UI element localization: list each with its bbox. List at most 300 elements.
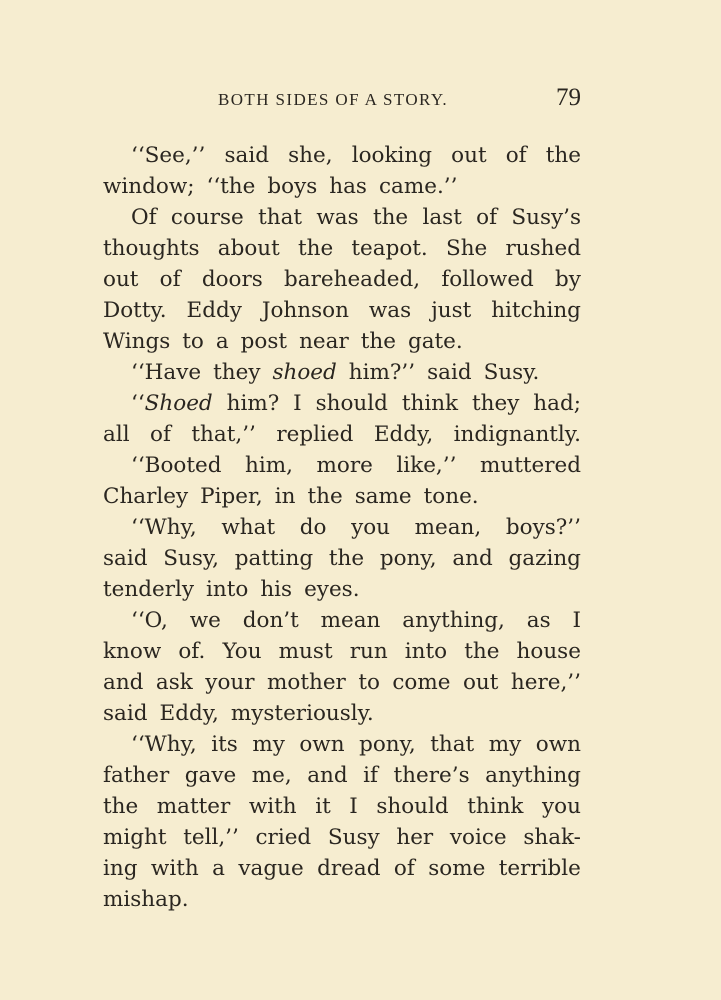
word-segment: matter [156,794,231,819]
word-segment: your [205,670,255,695]
word [299,326,349,357]
word-segment: gazing [508,546,581,571]
word-segment: eyes. [304,577,360,602]
word-segment: vague [238,856,304,881]
word [506,140,527,171]
word [328,822,380,853]
word [369,295,411,326]
word-segment: was [368,298,412,323]
word [542,791,581,822]
word-segment: Eddy [186,298,242,323]
text-line [103,295,581,326]
word [163,543,219,574]
word [307,481,342,512]
word [103,574,194,605]
word [267,171,317,202]
word [235,543,313,574]
word [103,419,130,450]
word-segment: ‘‘Why, [131,732,197,757]
word-segment: and [103,670,144,695]
word-segment: boys [267,174,318,199]
word [441,264,534,295]
word-segment: muttered [479,453,581,478]
word-segment: to [182,329,204,354]
word-segment: anything, [402,608,505,633]
word [241,326,287,357]
word-segment: voice [449,825,507,850]
word [358,667,380,698]
word [450,822,507,853]
word [484,357,540,388]
word [349,357,415,388]
word-segment: to [358,670,380,695]
word-segment: and [452,546,493,571]
word-segment: more [316,453,373,478]
word-segment: Piper, [200,484,263,509]
word [131,140,205,171]
word-segment: know [103,639,162,664]
word [131,605,168,636]
word-segment: mysteriously. [230,701,374,726]
word [206,574,248,605]
word [464,636,499,667]
word-segment: ‘‘the [206,174,256,199]
word [424,481,479,512]
word-segment: by [555,267,581,292]
word-segment: house [516,639,581,664]
word [103,481,188,512]
word-segment: do [299,515,327,540]
word [415,512,482,543]
word [499,853,581,884]
word [476,202,497,233]
word-segment: ‘‘Booted [131,453,222,478]
word-segment: of [505,143,527,168]
word [216,326,229,357]
text-line [103,357,581,388]
word [213,357,260,388]
word-segment: if [363,763,379,788]
word [157,791,231,822]
word [298,233,333,264]
word-segment: that [430,732,475,757]
word-segment: followed [441,267,534,292]
word-segment: I [349,794,358,819]
word [131,512,197,543]
word [103,233,200,264]
word-segment: ‘‘See,’’ [131,143,206,168]
word-segment: into [404,639,448,664]
word-segment: She [445,236,488,261]
word [396,450,456,481]
word [317,853,380,884]
word-segment: same [354,484,412,509]
word [300,512,327,543]
word-segment: the [328,546,365,571]
word [506,512,581,543]
word [463,667,498,698]
text-line [103,171,581,202]
word-segment: think [401,391,459,416]
word [394,853,415,884]
word-segment: you [351,515,390,540]
word-segment: Eddy, [159,701,219,726]
body-text [103,140,581,915]
text-line [103,698,581,729]
word-segment: the [464,639,500,664]
text-line [103,543,581,574]
word [485,760,581,791]
text-line [103,605,581,636]
word-segment: they [213,360,261,385]
word [509,543,581,574]
word-segment: boys?’’ [505,515,581,540]
word-segment: last [422,205,462,230]
word [299,729,344,760]
word-segment: gate. [407,329,463,354]
word [279,636,333,667]
word-segment: mother [267,670,346,695]
word-segment: Eddy, [373,422,434,447]
word [252,760,292,791]
word-segment: of. [178,639,206,664]
word-segment: pony, [379,546,437,571]
word-segment: a [212,856,225,881]
word [472,388,519,419]
word [536,729,581,760]
word-segment: of [150,422,171,447]
word-segment: I [572,608,581,633]
word-segment: out [103,267,139,292]
word-segment: just [431,298,472,323]
word [379,171,457,202]
word-segment: come [392,670,451,695]
word-segment: with [248,794,297,819]
word-segment: him, [245,453,293,478]
word [243,605,299,636]
text-line [103,419,581,450]
word [355,481,412,512]
word [316,202,358,233]
word [428,853,485,884]
word [351,512,390,543]
word [211,729,238,760]
word-segment: like,’’ [396,453,457,478]
word-segment: ask [155,670,193,695]
word [351,233,427,264]
word-segment: Susy [327,825,380,850]
word-segment: my [488,732,522,757]
word [315,791,331,822]
word [103,264,138,295]
word [260,574,292,605]
word [361,326,396,357]
word-segment: rushed [505,236,581,261]
word [276,419,353,450]
word-segment: with [150,856,199,881]
word-segment: window; [103,174,195,199]
word [267,667,346,698]
running-head [0,86,721,114]
word [467,791,523,822]
word-segment: the [103,794,139,819]
word-segment: and [307,763,348,788]
word [454,419,581,450]
word-segment: ‘‘Why, [131,515,197,540]
word [206,171,255,202]
word-segment: Susy. [483,360,540,385]
word-segment: a [215,329,229,354]
word [373,202,408,233]
word [491,295,581,326]
word-segment: Wings [103,329,171,354]
word-segment: gave [184,763,237,788]
word-segment: has [329,174,367,199]
word-segment: about [217,236,280,261]
word-segment: said [224,143,269,168]
word [160,698,219,729]
word [231,698,374,729]
word-segment: ing [103,856,138,881]
word [489,729,522,760]
word-segment: indignantly. [453,422,581,447]
word-segment: thoughts [103,236,200,261]
word [200,481,263,512]
word-segment: said [103,546,148,571]
word [131,729,197,760]
word [452,543,492,574]
word [103,171,194,202]
text-line [103,264,581,295]
word-segment: Susy, [163,546,219,571]
word-segment: the [297,236,334,261]
word [272,357,336,388]
word-segment: came.’’ [378,174,458,199]
word-segment: You [222,639,262,664]
word [222,636,261,667]
word-segment: ‘‘Have [131,360,202,385]
word [511,202,581,233]
word [288,140,332,171]
word [103,636,161,667]
word [408,326,463,357]
word-segment: tone. [423,484,479,509]
word [151,853,199,884]
word-segment: was [316,205,359,230]
word-segment: of [393,856,415,881]
word-segment: Johnson [261,298,349,323]
word [103,822,167,853]
word [185,760,236,791]
word [103,884,189,915]
word [480,450,581,481]
word [103,295,167,326]
word-segment: tell,’’ [183,825,239,850]
text-line [103,667,581,698]
word [183,822,239,853]
text-line [103,636,581,667]
word-segment: own [299,732,345,757]
word [103,667,143,698]
word-segment: its [211,732,238,757]
word-segment: near [299,329,349,354]
word-segment: doors [201,267,263,292]
word [221,512,275,543]
word-segment: some [428,856,486,881]
word [329,171,367,202]
word [202,264,263,295]
word [517,636,581,667]
word-segment: Of [131,205,157,230]
word-segment: cried [255,825,312,850]
word [523,822,581,853]
word [446,233,487,264]
word [238,853,303,884]
word-segment: the [545,143,581,168]
word [275,481,296,512]
word-segment: as [526,608,551,633]
word [555,264,581,295]
text-line [103,729,581,760]
word-segment: father [103,763,170,788]
word [103,853,138,884]
word [380,543,437,574]
text-line [103,822,581,853]
word-segment: should [315,391,388,416]
word-segment: might [103,825,167,850]
word-segment: Shoed [144,391,213,416]
word [527,605,551,636]
word [430,729,474,760]
word [178,636,205,667]
word [572,605,581,636]
word-segment: him? [226,391,280,416]
word-segment: in [274,484,296,509]
word [131,202,157,233]
text-line [103,450,581,481]
word [103,698,148,729]
word-segment: said [103,701,148,726]
word-segment: think [467,794,524,819]
word-segment: must [278,639,333,664]
text-line [103,326,581,357]
text-line [103,140,581,171]
word-segment: his [260,577,293,602]
text-line [103,791,581,822]
word-segment: me, [251,763,292,788]
word [533,388,581,419]
word [103,326,170,357]
word-segment: Charley [103,484,189,509]
text-line [103,574,581,605]
word [316,388,388,419]
word-segment: I [293,391,302,416]
word-segment: what [221,515,276,540]
text-line [103,202,581,233]
text-line [103,853,581,884]
word [103,543,148,574]
word-segment: course [170,205,244,230]
word [218,233,280,264]
text-line [103,481,581,512]
word-segment: run [349,639,388,664]
word [307,760,347,791]
word [402,388,458,419]
word-segment: she, [288,143,333,168]
word-segment: there’s [393,763,470,788]
word [249,791,297,822]
word [252,729,285,760]
word [511,667,581,698]
word [304,574,359,605]
word-segment: you [542,794,581,819]
word [329,543,364,574]
word [392,667,450,698]
word-segment: dread [317,856,381,881]
word [182,326,204,357]
word-segment: the [307,484,343,509]
word-segment: my [252,732,285,757]
word [212,853,225,884]
word-segment: anything [485,763,581,788]
word-segment: terrible [498,856,581,881]
word-segment: they [472,391,520,416]
word [402,605,505,636]
word-segment: had; [533,391,581,416]
word [205,667,254,698]
word [103,760,169,791]
word-segment: out [451,143,487,168]
word-segment: teapot. [351,236,428,261]
word [422,202,461,233]
word [103,791,138,822]
word [321,605,381,636]
word [160,264,181,295]
word-segment: mean, [414,515,482,540]
word-segment: shak- [523,825,581,850]
word-segment: own [535,732,581,757]
word [349,791,358,822]
word-segment: the [360,329,396,354]
word-segment: him?’’ [348,360,416,385]
word [427,357,472,388]
word-segment: mean [320,608,381,633]
word-segment: bareheaded, [284,267,421,292]
word-segment: tenderly [103,577,194,602]
word [431,295,471,326]
word [352,140,432,171]
word-segment: her [396,825,434,850]
text-line [103,388,581,419]
word [363,760,378,791]
word-segment: all [103,422,130,447]
word-segment: patting [234,546,314,571]
word [225,140,270,171]
word-segment: ‘‘O, [131,608,168,633]
word [396,822,433,853]
word [258,202,302,233]
page-number: 79 [556,84,581,111]
word-segment: of [159,267,181,292]
word-segment: ‘‘ [131,391,145,416]
word-segment: hitching [491,298,581,323]
text-line [103,512,581,543]
word-segment: replied [276,422,354,447]
word-segment: into [206,577,249,602]
text-line [103,760,581,791]
word-segment: Dotty. [103,298,167,323]
word [451,140,486,171]
